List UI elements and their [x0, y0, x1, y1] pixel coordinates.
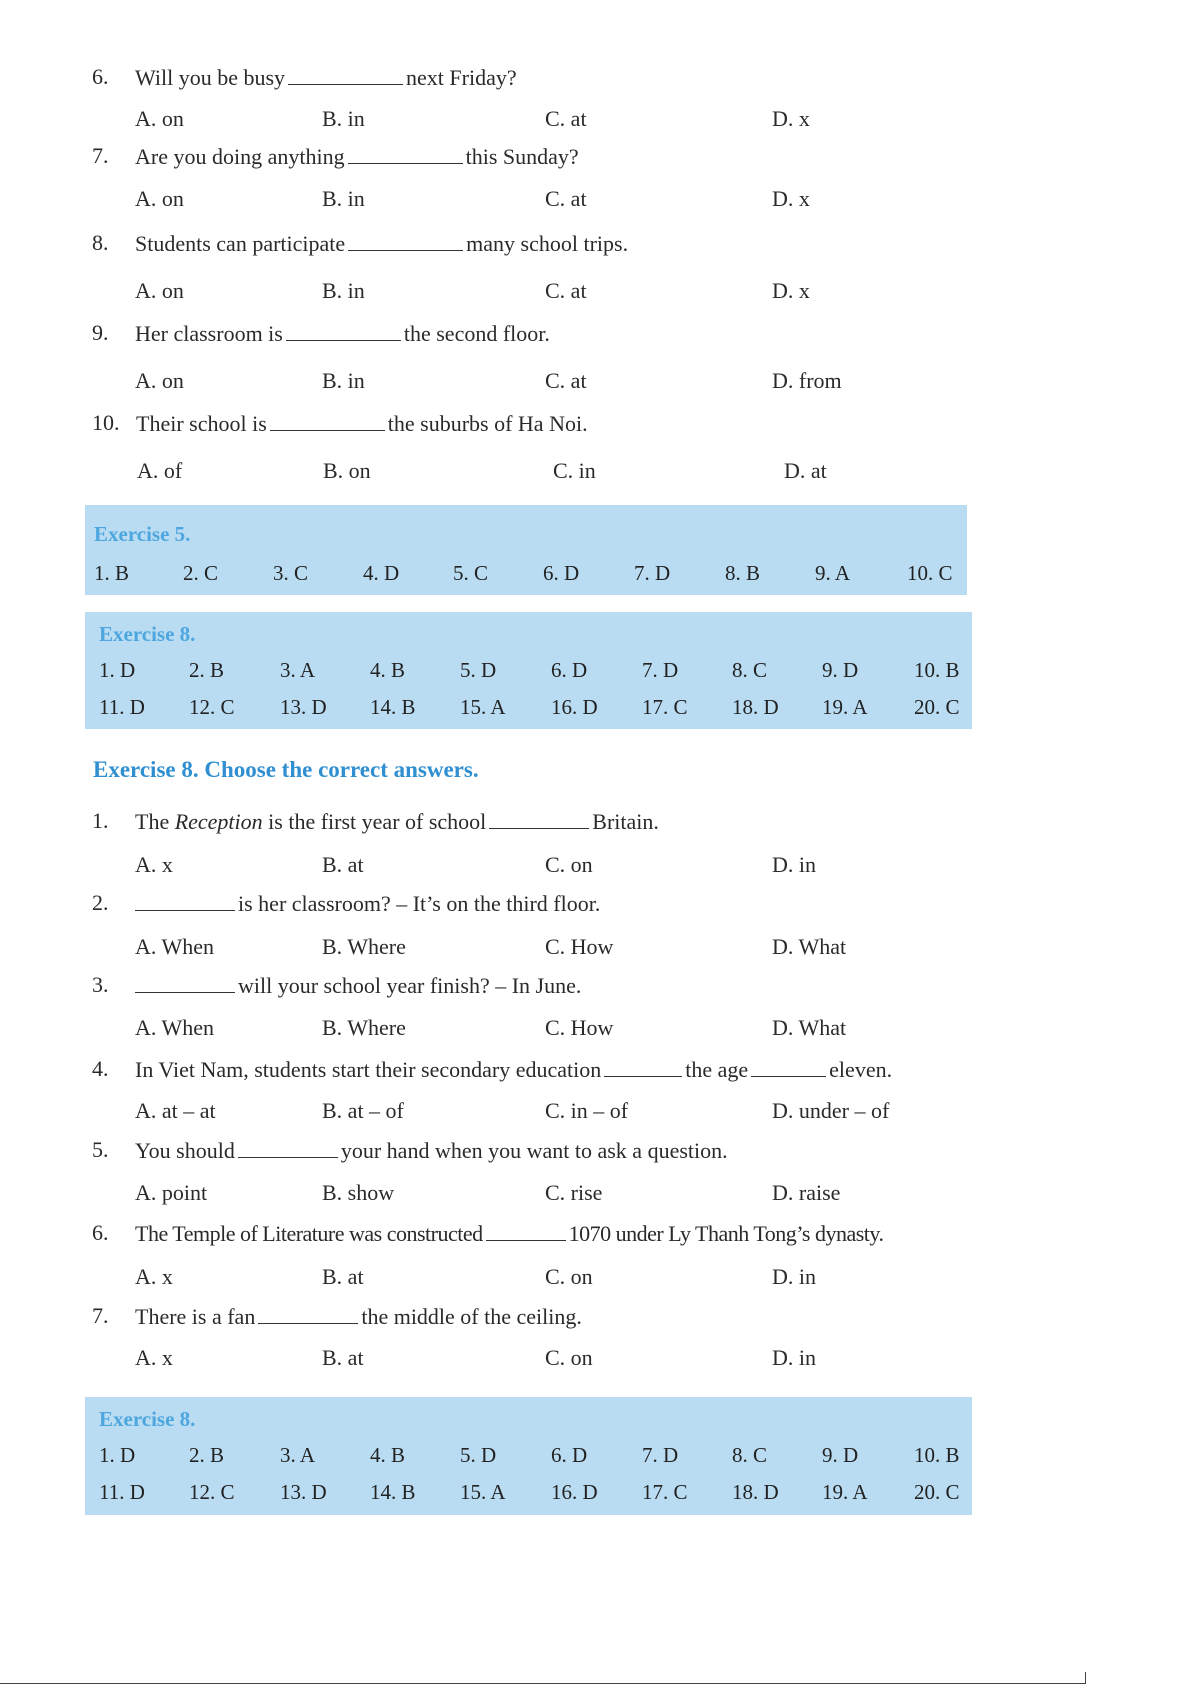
option-b: B. in: [322, 106, 365, 131]
answer-item: 9. D: [822, 658, 859, 682]
answer-blank: [486, 1222, 566, 1241]
answer-item: 16. D: [551, 695, 598, 719]
option-c: C. at: [545, 186, 587, 211]
answer-item: 10. B: [914, 1443, 960, 1467]
option-a: A. on: [135, 368, 184, 393]
answer-blank: [238, 1139, 338, 1158]
answer-item: 10. B: [914, 658, 960, 682]
answer-item: 12. C: [189, 695, 235, 719]
answer-blank: [270, 412, 385, 431]
question-5: [92, 1139, 109, 1161]
question-10: [92, 412, 120, 434]
option-c: C. rise: [545, 1180, 603, 1205]
option-d: D. x: [772, 186, 810, 211]
question-2: [92, 892, 109, 914]
option-d: D. under – of: [772, 1098, 890, 1123]
answer-item: 2. B: [189, 1443, 225, 1467]
answer-item: 13. D: [280, 1480, 327, 1504]
question-number: 9.: [92, 320, 109, 345]
question-number: 8.: [92, 230, 109, 255]
question-number: 4.: [92, 1056, 109, 1081]
option-b: B. in: [322, 278, 365, 303]
question-9: [92, 322, 109, 344]
question-1-stem: The Reception is the first year of school Britain.: [135, 809, 659, 834]
answer-box-title: Exercise 8.: [99, 1407, 196, 1431]
option-c: C. at: [545, 278, 587, 303]
answer-box-exercise-8-repeat: [85, 1397, 972, 1515]
option-b: B. on: [323, 458, 371, 483]
question-number: 3.: [92, 972, 109, 997]
question-number: 6.: [92, 64, 109, 89]
answer-blank: [258, 1305, 358, 1324]
answer-item: 16. D: [551, 1480, 598, 1504]
answer-blank: [286, 322, 401, 341]
answer-item: 11. D: [99, 1480, 145, 1504]
option-a: A. on: [135, 278, 184, 303]
answer-item: 3. A: [280, 658, 316, 682]
answer-item: 4. B: [370, 658, 406, 682]
question-1: [92, 810, 109, 832]
question-number: 7.: [92, 143, 109, 168]
option-a: A. x: [135, 1345, 173, 1370]
option-c: C. at: [545, 106, 587, 131]
option-b: B. in: [322, 368, 365, 393]
question-number: 7.: [92, 1303, 109, 1328]
answer-box-exercise-5: [85, 505, 967, 595]
question-7-stem: Are you doing anything this Sunday?: [135, 144, 579, 169]
option-c: C. in: [553, 458, 596, 483]
answer-item: 7. D: [634, 561, 671, 585]
page-bottom-rule-tick: [1085, 1672, 1086, 1684]
answer-blank: [135, 892, 235, 911]
question-4: [92, 1058, 109, 1080]
option-d: D. in: [772, 1264, 816, 1289]
answer-item: 2. B: [189, 658, 225, 682]
option-b: B. at: [322, 1345, 364, 1370]
answer-blank: [604, 1058, 682, 1077]
answer-blank: [348, 232, 463, 251]
option-a: A. on: [135, 106, 184, 131]
question-6: [92, 1222, 109, 1244]
answer-item: 20. C: [914, 695, 960, 719]
answer-item: 8. C: [732, 1443, 768, 1467]
answer-item: 17. C: [642, 695, 688, 719]
answer-item: 3. A: [280, 1443, 316, 1467]
question-number: 10.: [92, 410, 120, 435]
page-bottom-rule: [0, 1683, 1085, 1684]
answer-item: 19. A: [822, 1480, 868, 1504]
answer-blank: [135, 974, 235, 993]
answer-item: 14. B: [370, 1480, 416, 1504]
option-b: B. at – of: [322, 1098, 404, 1123]
answer-item: 8. C: [732, 658, 768, 682]
option-b: B. at: [322, 852, 364, 877]
answer-item: 1. B: [94, 561, 130, 585]
option-b: B. show: [322, 1180, 395, 1205]
option-a: A. x: [135, 852, 173, 877]
answer-item: 13. D: [280, 695, 327, 719]
option-d: D. in: [772, 1345, 816, 1370]
option-b: B. in: [322, 186, 365, 211]
answer-item: 7. D: [642, 658, 679, 682]
answer-box-exercise-8: [85, 612, 972, 729]
option-a: A. When: [135, 934, 215, 959]
option-c: C. on: [545, 852, 593, 877]
option-d: D. at: [784, 458, 827, 483]
question-3-stem: will your school year finish? – In June.: [135, 974, 581, 997]
answer-item: 6. D: [543, 561, 580, 585]
option-d: D. from: [772, 368, 842, 393]
option-a: A. point: [135, 1180, 208, 1205]
answer-item: 6. D: [551, 658, 588, 682]
question-number: 1.: [92, 808, 109, 833]
answer-item: 1. D: [99, 1443, 136, 1467]
option-a: A. x: [135, 1264, 173, 1289]
option-d: D. What: [772, 934, 847, 959]
option-d: D. in: [772, 852, 816, 877]
answer-item: 5. D: [460, 1443, 497, 1467]
option-d: D. raise: [772, 1180, 841, 1205]
question-6: [92, 66, 109, 88]
option-b: B. Where: [322, 934, 406, 959]
question-3: [92, 974, 109, 996]
answer-item: 9. D: [822, 1443, 859, 1467]
answer-item: 15. A: [460, 1480, 506, 1504]
answer-item: 1. D: [99, 658, 136, 682]
answer-box-title: Exercise 5.: [94, 522, 191, 546]
answer-item: 7. D: [642, 1443, 679, 1467]
answer-item: 10. C: [907, 561, 953, 585]
answer-item: 12. C: [189, 1480, 235, 1504]
answer-item: 6. D: [551, 1443, 588, 1467]
answer-item: 18. D: [732, 1480, 779, 1504]
answer-blank: [489, 810, 589, 829]
answer-item: 20. C: [914, 1480, 960, 1504]
answer-item: 19. A: [822, 695, 868, 719]
answer-item: 9. A: [815, 561, 851, 585]
answer-blank: [751, 1058, 826, 1077]
question-6-stem: Will you be busy next Friday?: [135, 65, 517, 90]
option-d: D. x: [772, 106, 810, 131]
answer-item: 5. C: [453, 561, 489, 585]
question-4-stem: In Viet Nam, students start their secondary education the age eleven.: [135, 1057, 893, 1082]
question-number: 2.: [92, 890, 109, 915]
question-9-stem: Her classroom is the second floor.: [135, 321, 550, 346]
question-2-stem: is her classroom? – It’s on the third floor.: [135, 892, 600, 915]
question-7: [92, 1305, 109, 1327]
option-b: B. at: [322, 1264, 364, 1289]
answer-item: 3. C: [273, 561, 309, 585]
option-a: A. on: [135, 186, 184, 211]
option-d: D. What: [772, 1015, 847, 1040]
option-c: C. at: [545, 368, 587, 393]
option-a: A. When: [135, 1015, 215, 1040]
answer-blank: [348, 145, 463, 164]
answer-item: 4. D: [363, 561, 400, 585]
answer-item: 11. D: [99, 695, 145, 719]
option-b: B. Where: [322, 1015, 406, 1040]
answer-item: 18. D: [732, 695, 779, 719]
exercise-heading: Exercise 8. Choose the correct answers.: [93, 757, 479, 782]
question-number: 6.: [92, 1220, 109, 1245]
question-8: [92, 232, 109, 254]
answer-item: 14. B: [370, 695, 416, 719]
option-c: C. on: [545, 1345, 593, 1370]
answer-item: 5. D: [460, 658, 497, 682]
option-a: A. of: [137, 458, 183, 483]
question-6-stem: The Temple of Literature was constructed 1070 under Ly Thanh Tong’s dynasty.: [135, 1221, 884, 1246]
question-10-stem: Their school is the suburbs of Ha Noi.: [136, 411, 588, 436]
answer-blank: [288, 66, 403, 85]
option-a: A. at – at: [135, 1098, 216, 1123]
answer-item: 17. C: [642, 1480, 688, 1504]
question-number: 5.: [92, 1137, 109, 1162]
question-7-stem: There is a fan the middle of the ceiling.: [135, 1304, 582, 1329]
option-c: C. on: [545, 1264, 593, 1289]
answer-item: 8. B: [725, 561, 761, 585]
option-c: C. How: [545, 934, 614, 959]
answer-box-title: Exercise 8.: [99, 622, 196, 646]
answer-item: 2. C: [183, 561, 219, 585]
answer-item: 15. A: [460, 695, 506, 719]
option-d: D. x: [772, 278, 810, 303]
option-c: C. in – of: [545, 1098, 629, 1123]
answer-item: 4. B: [370, 1443, 406, 1467]
option-c: C. How: [545, 1015, 614, 1040]
question-8-stem: Students can participate many school trips.: [135, 231, 629, 256]
question-5-stem: You should your hand when you want to ask a question.: [135, 1138, 728, 1163]
question-7: [92, 145, 109, 167]
